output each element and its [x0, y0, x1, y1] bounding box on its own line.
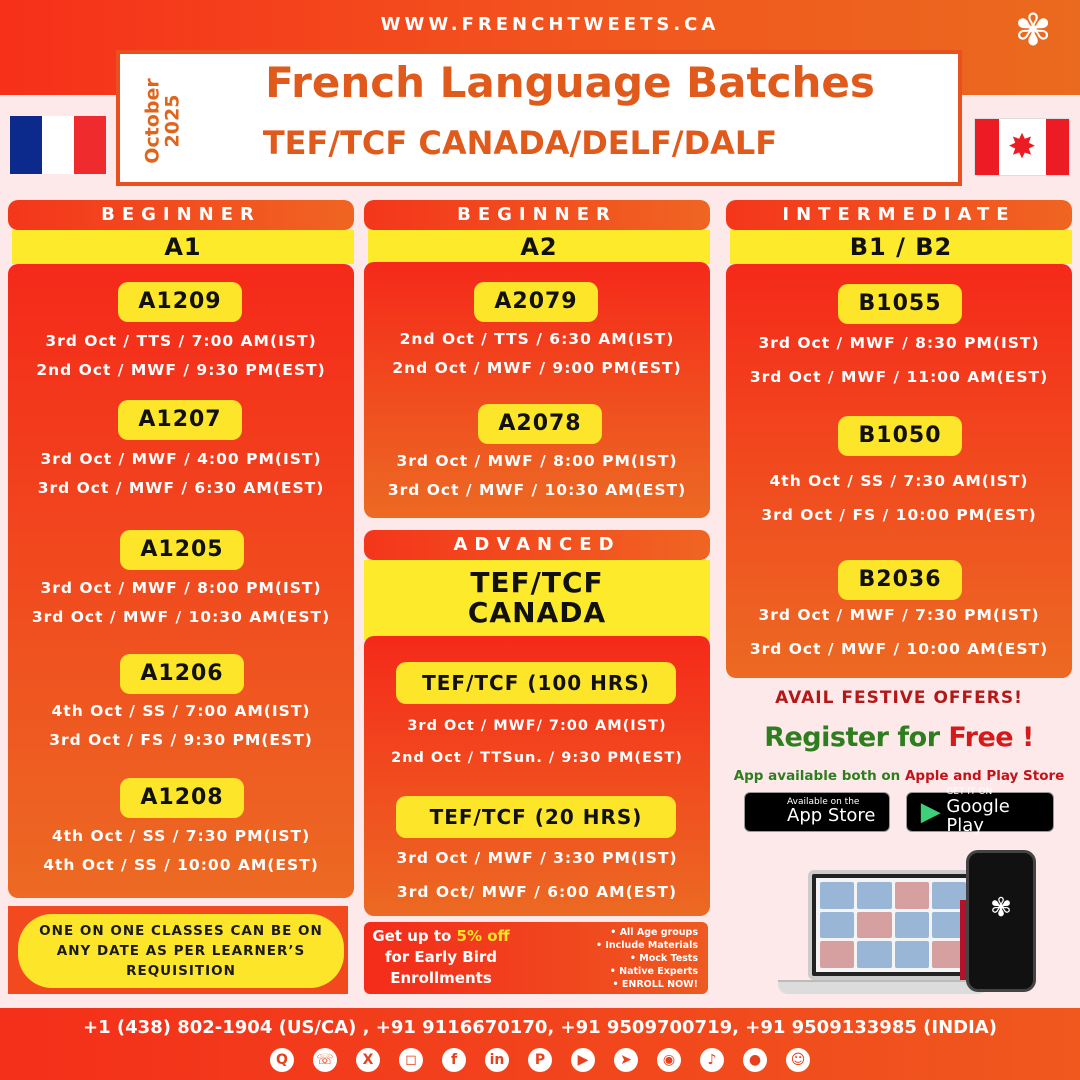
perk-item: • All Age groups — [530, 926, 698, 939]
telegram-icon[interactable]: ➤ — [614, 1048, 638, 1072]
column-advanced-level — [364, 560, 710, 640]
schedule-line: 3rd Oct / MWF / 10:30 AM(EST) — [387, 481, 687, 499]
schedule-line: 3rd Oct / FS / 9:30 PM(EST) — [49, 731, 313, 749]
early-bird-line2: for Early Bird — [384, 948, 498, 966]
schedule-line: 2nd Oct / MWF / 9:30 PM(EST) — [36, 361, 326, 379]
batch-code-pill[interactable]: A1209 — [118, 282, 242, 322]
early-bird-box — [364, 922, 708, 994]
page-subtitle: TEF/TCF CANADA/DELF/DALF — [262, 124, 778, 162]
laptop-illustration — [808, 870, 978, 980]
phone-illustration — [966, 850, 1036, 992]
facebook-icon[interactable]: f — [442, 1048, 466, 1072]
laptop-base — [778, 980, 988, 994]
course-name-pill[interactable]: TEF/TCF (20 HRS) — [396, 796, 676, 838]
app-store-badge[interactable] — [744, 792, 890, 832]
perk-item[interactable]: • ENROLL NOW! — [530, 978, 698, 991]
schedule-line: 3rd Oct / MWF/ 7:00 AM(IST) — [407, 718, 667, 734]
schedule-line: 4th Oct / SS / 10:00 AM(EST) — [43, 856, 319, 874]
early-bird-prefix: Get up to — [372, 927, 457, 945]
column-a1-level: A1 — [12, 230, 354, 264]
early-bird-percent: 5% off — [456, 927, 510, 945]
register-free: Free ! — [948, 722, 1034, 753]
schedule-line: 4th Oct / SS / 7:00 AM(IST) — [51, 702, 311, 720]
schedule-line: 3rd Oct / MWF / 10:00 AM(EST) — [749, 640, 1049, 658]
advanced-level-line2: CANADA — [467, 596, 607, 629]
column-a1-head: BEGINNER — [8, 200, 354, 230]
linkedin-icon[interactable]: in — [485, 1048, 509, 1072]
batch-code-pill[interactable]: A1207 — [118, 400, 242, 440]
schedule-line: 3rd Oct / MWF / 10:30 AM(EST) — [31, 608, 331, 626]
batch-code-pill[interactable]: B2036 — [838, 560, 962, 600]
schedule-line: 3rd Oct / MWF / 8:00 PM(IST) — [40, 579, 322, 597]
column-b-head: INTERMEDIATE — [726, 200, 1072, 230]
batch-code-pill[interactable]: B1050 — [838, 416, 962, 456]
column-a2-level: A2 — [368, 230, 710, 264]
play-icon: ▶ — [920, 797, 941, 827]
batch-code-pill[interactable]: A1205 — [120, 530, 244, 570]
schedule-line: 3rd Oct / MWF / 6:30 AM(EST) — [37, 479, 325, 497]
schedule-line: 3rd Oct/ MWF / 6:00 AM(EST) — [396, 883, 678, 901]
google-play-big: Google Play — [946, 795, 1010, 836]
reddit-icon[interactable]: ● — [743, 1048, 767, 1072]
schedule-line: 3rd Oct / MWF / 4:00 PM(IST) — [40, 450, 322, 468]
register-prefix: Register for — [764, 722, 949, 753]
snapchat-icon[interactable]: ☺ — [786, 1048, 810, 1072]
batch-code-pill[interactable]: A2079 — [474, 282, 598, 322]
x-icon[interactable]: X — [356, 1048, 380, 1072]
month-text: October — [141, 78, 164, 164]
advanced-level-line1: TEF/TCF — [470, 566, 604, 599]
schedule-line: 3rd Oct / FS / 10:00 PM(EST) — [761, 506, 1037, 524]
social-icons-row — [270, 1046, 810, 1074]
maple-leaf-icon: ✾ — [1014, 5, 1052, 56]
schedule-line: 3rd Oct / MWF / 11:00 AM(EST) — [749, 368, 1049, 386]
page-title: French Language Batches — [265, 58, 875, 107]
maple-leaf-icon: ✾ — [990, 893, 1012, 923]
schedule-line: 2nd Oct / TTSun. / 9:30 PM(EST) — [391, 750, 683, 766]
tiktok-icon[interactable]: ♪ — [700, 1048, 724, 1072]
france-flag — [10, 116, 106, 174]
pinterest-icon[interactable]: P — [528, 1048, 552, 1072]
canada-flag: ✸ — [974, 118, 1070, 176]
batch-code-pill[interactable]: A2078 — [478, 404, 602, 444]
brand-logo — [998, 5, 1068, 88]
schedule-line: 2nd Oct / TTS / 6:30 AM(IST) — [399, 330, 675, 348]
batch-code-pill[interactable]: A1206 — [120, 654, 244, 694]
month-label — [120, 60, 190, 180]
perk-item: • Include Materials — [530, 939, 698, 952]
festive-offer-text: AVAIL FESTIVE OFFERS! — [775, 688, 1023, 708]
column-advanced-head: ADVANCED — [364, 530, 710, 560]
quora-icon[interactable]: Q — [270, 1048, 294, 1072]
google-play-badge[interactable] — [906, 787, 1054, 836]
one-on-one-box — [8, 906, 348, 994]
course-name-pill[interactable]: TEF/TCF (100 HRS) — [396, 662, 676, 704]
schedule-line: 3rd Oct / MWF / 7:30 PM(IST) — [758, 606, 1040, 624]
column-b-level: B1 / B2 — [730, 230, 1072, 264]
schedule-line: 3rd Oct / MWF / 8:00 PM(IST) — [396, 452, 678, 470]
schedule-line: 2nd Oct / MWF / 9:00 PM(EST) — [392, 359, 682, 377]
schedule-line: 3rd Oct / TTS / 7:00 AM(IST) — [45, 332, 317, 350]
early-bird-offer — [366, 926, 516, 989]
early-bird-line3: Enrollments — [390, 969, 492, 987]
whatsapp-icon[interactable]: ☏ — [313, 1048, 337, 1072]
batch-code-pill[interactable]: B1055 — [838, 284, 962, 324]
perk-item: • Mock Tests — [530, 952, 698, 965]
schedule-line: 4th Oct / SS / 7:30 PM(IST) — [51, 827, 311, 845]
app-availability-prefix: App available both on — [733, 768, 905, 784]
schedule-line: 4th Oct / SS / 7:30 AM(IST) — [769, 472, 1029, 490]
instagram-icon[interactable]: ◻ — [399, 1048, 423, 1072]
app-store-big: App Store — [787, 805, 876, 827]
schedule-line: 3rd Oct / MWF / 3:30 PM(IST) — [396, 849, 678, 867]
youtube-icon[interactable]: ▶ — [571, 1048, 595, 1072]
app-availability — [726, 768, 1072, 784]
schedule-line: 3rd Oct / MWF / 8:30 PM(IST) — [758, 334, 1040, 352]
app-availability-stores: Apple and Play Store — [904, 768, 1065, 784]
register-cta[interactable] — [726, 722, 1072, 753]
perk-item: • Native Experts — [530, 965, 698, 978]
one-on-one-text: ONE ON ONE CLASSES CAN BE ON ANY DATE AS PER LEARNER’S REQUISITION — [18, 914, 344, 988]
column-a2-head: BEGINNER — [364, 200, 710, 230]
site-url[interactable]: WWW.FRENCHTWEETS.CA — [380, 14, 720, 35]
app-store-small: Available on the — [787, 796, 860, 807]
early-bird-perks — [530, 926, 706, 991]
year-text: 2025 — [161, 94, 184, 148]
contact-phones[interactable]: +1 (438) 802-1904 (US/CA) , +91 9116670170, +91 9509700719, +91 9509133985 (INDIA) — [83, 1017, 997, 1038]
batch-code-pill[interactable]: A1208 — [120, 778, 244, 818]
discord-icon[interactable]: ◉ — [657, 1048, 681, 1072]
google-play-small: GET IT ON — [946, 787, 993, 798]
